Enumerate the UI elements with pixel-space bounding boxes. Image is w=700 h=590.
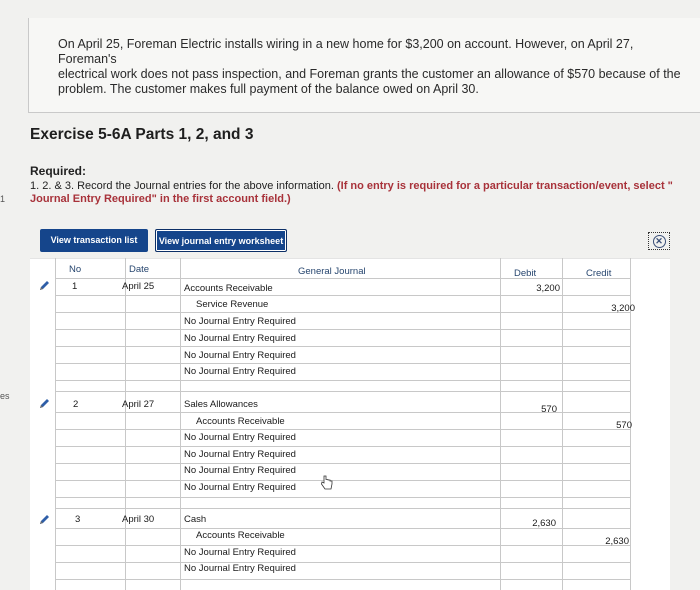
exercise-title: Exercise 5-6A Parts 1, 2, and 3 bbox=[30, 126, 254, 143]
credit-cell[interactable]: 2,630 bbox=[605, 536, 629, 547]
header-date: Date bbox=[129, 264, 150, 275]
account-cell[interactable]: No Journal Entry Required bbox=[184, 563, 296, 574]
problem-line: electrical work does not pass inspection, and Foreman grants the customer an allowance of $570 because of the bbox=[58, 67, 681, 81]
credit-cell[interactable]: 570 bbox=[616, 420, 632, 431]
required-note: (If no entry is required for a particular transaction/event, select " bbox=[336, 180, 673, 192]
header-debit: Debit bbox=[514, 268, 537, 279]
account-cell[interactable]: No Journal Entry Required bbox=[184, 316, 296, 327]
required-instructions bbox=[30, 180, 700, 206]
account-cell[interactable]: No Journal Entry Required bbox=[184, 333, 296, 344]
view-transaction-list-button[interactable]: View transaction list bbox=[40, 229, 148, 252]
entry-number: 2 bbox=[73, 399, 79, 410]
account-cell[interactable]: No Journal Entry Required bbox=[184, 350, 296, 361]
account-cell[interactable]: No Journal Entry Required bbox=[184, 366, 296, 377]
entry-number: 1 bbox=[72, 281, 78, 292]
account-cell[interactable]: Accounts Receivable bbox=[196, 530, 285, 541]
left-edge-marker: 1 bbox=[0, 194, 6, 204]
account-cell[interactable]: No Journal Entry Required bbox=[184, 449, 296, 460]
problem-line: problem. The customer makes full payment of the balance owed on April 30. bbox=[58, 82, 479, 96]
account-cell[interactable]: Service Revenue bbox=[196, 299, 269, 310]
account-cell[interactable]: Accounts Receivable bbox=[184, 283, 273, 294]
account-cell[interactable]: No Journal Entry Required bbox=[184, 482, 296, 493]
header-no: No bbox=[69, 264, 82, 275]
debit-cell[interactable]: 570 bbox=[541, 404, 557, 415]
problem-line: On April 25, Foreman Electric installs wiring in a new home for $3,200 on account. However, on April 27, Foreman's bbox=[58, 37, 634, 66]
entry-date: April 25 bbox=[122, 281, 155, 292]
account-cell[interactable]: No Journal Entry Required bbox=[184, 465, 296, 476]
problem-statement bbox=[58, 37, 688, 97]
account-cell[interactable]: Cash bbox=[184, 514, 207, 525]
required-label: Required: bbox=[30, 164, 87, 178]
debit-cell[interactable]: 3,200 bbox=[536, 283, 560, 294]
account-cell[interactable]: No Journal Entry Required bbox=[184, 547, 296, 558]
credit-cell[interactable]: 3,200 bbox=[611, 303, 635, 314]
left-edge-marker: es bbox=[0, 391, 10, 401]
account-cell[interactable]: No Journal Entry Required bbox=[184, 432, 296, 443]
hand-cursor-icon bbox=[320, 475, 334, 491]
view-journal-entry-worksheet-button[interactable]: View journal entry worksheet bbox=[155, 229, 287, 252]
edit-pencil-icon[interactable] bbox=[38, 280, 50, 292]
entry-number: 3 bbox=[75, 514, 81, 525]
close-icon: ✕ bbox=[653, 235, 666, 248]
debit-cell[interactable]: 2,630 bbox=[532, 518, 556, 529]
required-note: Journal Entry Required" in the first account field.) bbox=[30, 193, 291, 205]
account-cell[interactable]: Accounts Receivable bbox=[196, 416, 285, 427]
required-text: 1. 2. & 3. Record the Journal entries for the above information. bbox=[30, 180, 334, 192]
account-cell[interactable]: Sales Allowances bbox=[184, 399, 258, 410]
header-credit: Credit bbox=[586, 268, 612, 279]
edit-pencil-icon[interactable] bbox=[38, 398, 50, 410]
header-general-journal: General Journal bbox=[298, 266, 366, 277]
edit-pencil-icon[interactable] bbox=[38, 514, 50, 526]
entry-date: April 27 bbox=[122, 399, 155, 410]
entry-date: April 30 bbox=[122, 514, 155, 525]
close-button[interactable] bbox=[648, 232, 670, 250]
